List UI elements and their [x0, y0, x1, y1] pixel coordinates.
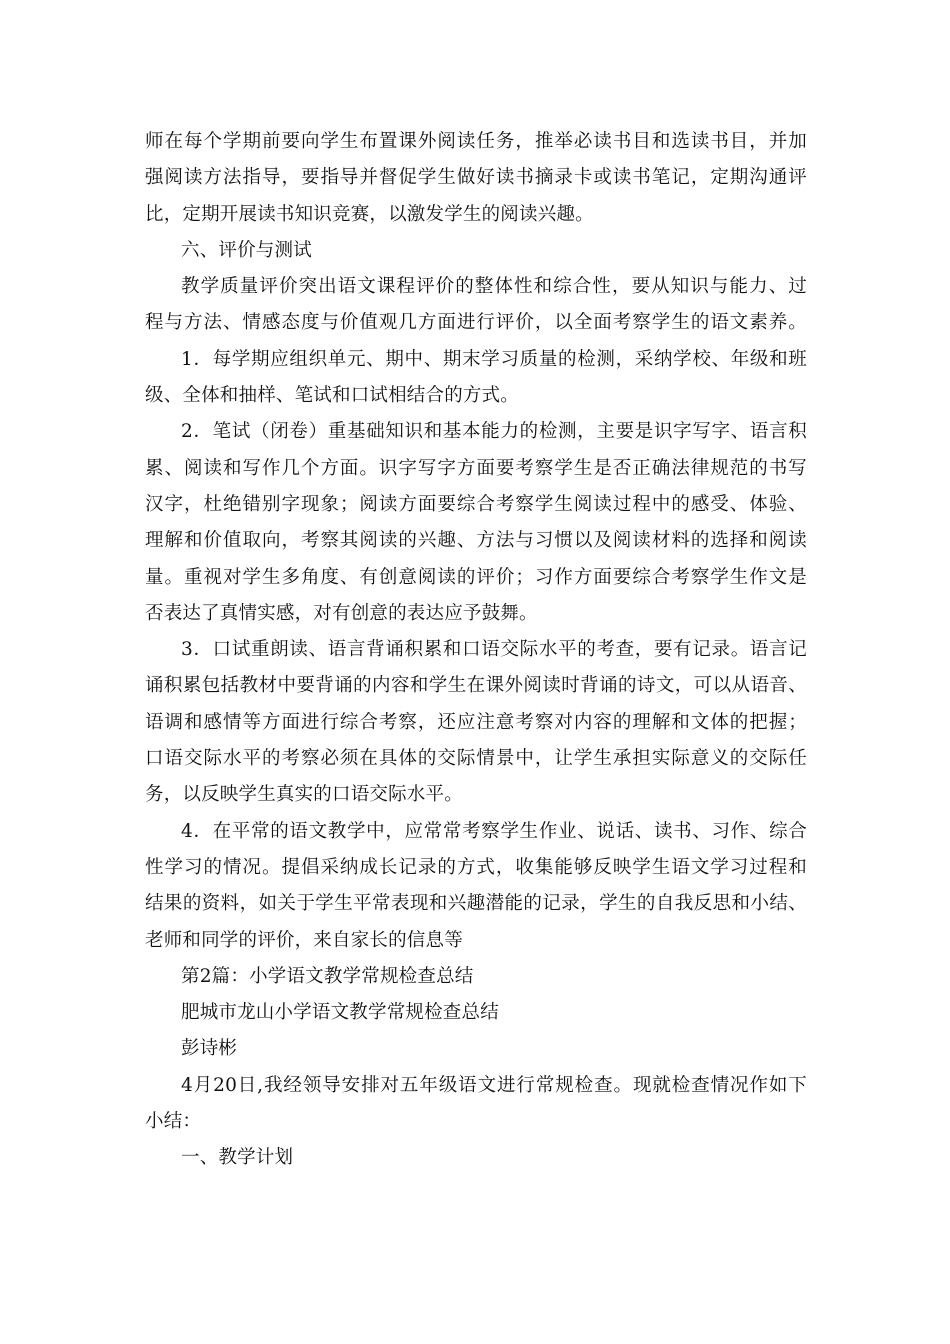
text-line: 4月20日,我经领导安排对五年级语文进行常规检查。现就检查情况作如下	[181, 1074, 807, 1096]
text-line: 小结：	[145, 1111, 202, 1133]
text-line: 2．笔试（闭卷）重基础知识和基本能力的检测，主要是识字写字、语言积	[181, 421, 807, 443]
text-line: 结果的资料，如关于学生平常表现和兴趣潜能的记录，学生的自我反思和小结、	[145, 893, 807, 915]
text-line: 级、全体和抽样、笔试和口试相结合的方式。	[145, 385, 520, 407]
text-line: 老师和同学的评价，来自家长的信息等	[145, 929, 463, 951]
text-line: 语调和感情等方面进行综合考察，还应注意考察对内容的理解和文体的把握；	[145, 711, 807, 733]
text-line: 口语交际水平的考察必须在具体的交际情景中，让学生承担实际意义的交际任	[145, 748, 807, 770]
text-line: 教学质量评价突出语文课程评价的整体性和综合性，要从知识与能力、过	[181, 276, 807, 298]
text-line: 师在每个学期前要向学生布置课外阅读任务，推举必读书目和选读书目，并加	[145, 131, 807, 152]
section-heading: 一、教学计划	[181, 1147, 294, 1169]
article-title: 肥城市龙山小学语文教学常规检查总结	[181, 1002, 499, 1024]
text-line: 量。重视对学生多角度、有创意阅读的评价；习作方面要综合考察学生作文是	[145, 566, 807, 588]
section-heading: 六、评价与测试	[181, 239, 312, 261]
text-line: 4．在平常的语文教学中，应常常考察学生作业、说话、读书、习作、综合	[181, 820, 807, 842]
text-line: 累、阅读和写作几个方面。识字写字方面要考察学生是否正确法律规范的书写	[145, 457, 807, 479]
document-page	[145, 124, 807, 1177]
text-line: 理解和价值取向，考察其阅读的兴趣、方法与习惯以及阅读材料的选择和阅读	[145, 530, 807, 552]
text-line: 3．口试重朗读、语言背诵积累和口语交际水平的考查，要有记录。语言记	[181, 639, 807, 661]
author-name: 彭诗彬	[181, 1038, 238, 1060]
text-line: 否表达了真情实感，对有创意的表达应予鼓舞。	[145, 602, 538, 624]
text-line: 汉字，杜绝错别字现象；阅读方面要综合考察学生阅读过程中的感受、体验、	[145, 493, 807, 515]
article-heading: 第2篇：小学语文教学常规检查总结	[181, 965, 474, 987]
text-line: 诵积累包括教材中要背诵的内容和学生在课外阅读时背诵的诗文，可以从语音、	[145, 675, 807, 697]
text-line: 比，定期开展读书知识竞赛，以激发学生的阅读兴趣。	[145, 203, 594, 225]
text-line: 务，以反映学生真实的口语交际水平。	[145, 784, 463, 806]
text-line: 强阅读方法指导，要指导并督促学生做好读书摘录卡或读书笔记，定期沟通评	[145, 167, 807, 189]
text-line: 性学习的情况。提倡采纳成长记录的方式，收集能够反映学生语文学习过程和	[145, 856, 807, 878]
text-line: 程与方法、情感态度与价值观几方面进行评价，以全面考察学生的语文素养。	[145, 312, 807, 334]
text-line: 1．每学期应组织单元、期中、期末学习质量的检测，采纳学校、年级和班	[181, 348, 807, 370]
